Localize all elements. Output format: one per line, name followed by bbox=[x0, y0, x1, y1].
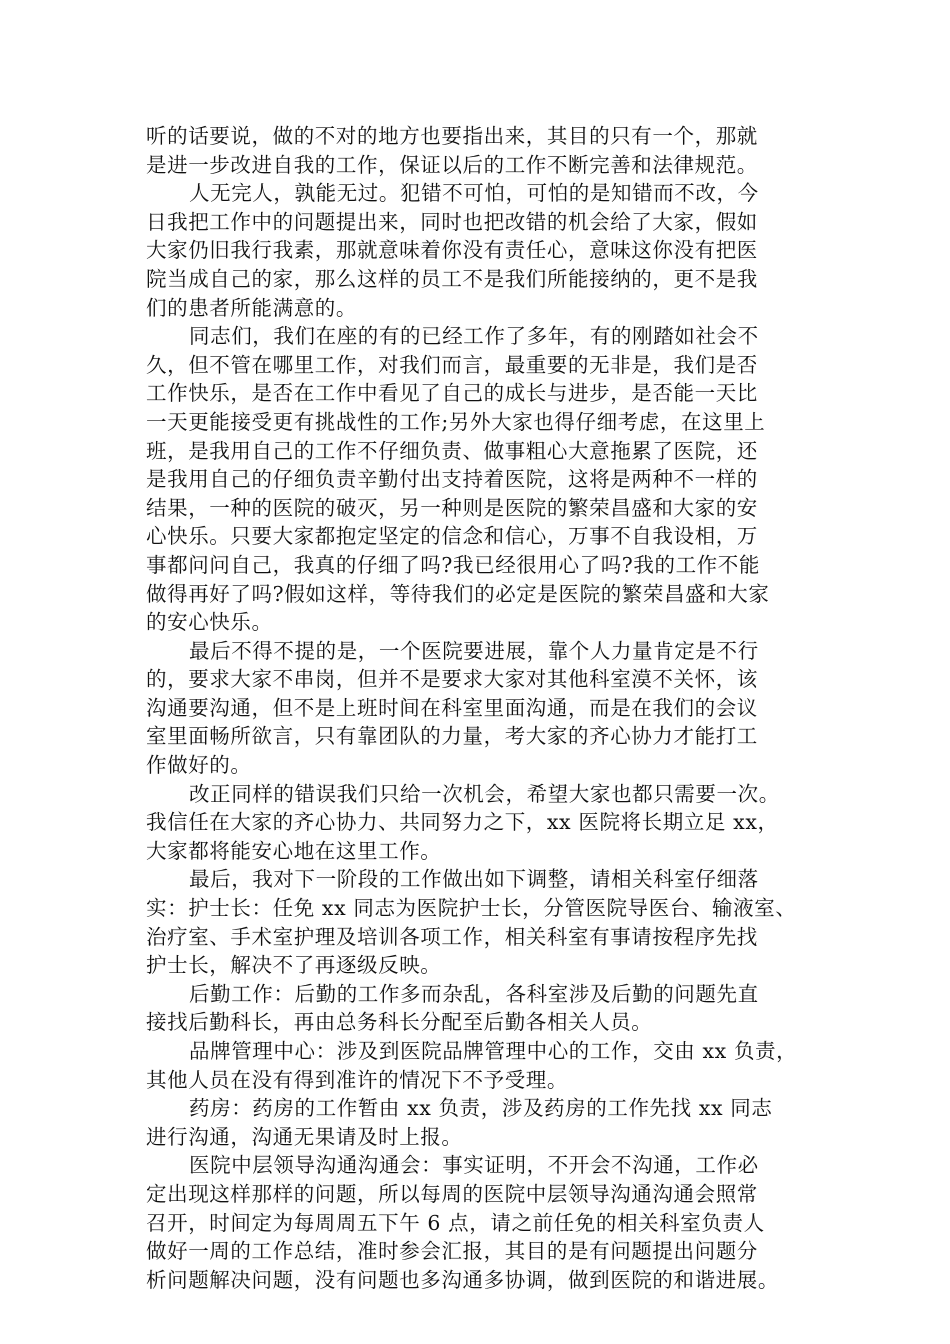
text-line: 最后，我对下一阶段的工作做出如下调整，请相关科室仔细落 bbox=[189, 867, 759, 892]
text-line: 做得再好了吗?假如这样，等待我们的必定是医院的繁荣昌盛和大家 bbox=[146, 581, 770, 606]
text-line: 最后不得不提的是，一个医院要进展，靠个人力量肯定是不行 bbox=[189, 638, 759, 663]
text-line: 是我用自己的仔细负责辛勤付出支持着医院，这将是两种不一样的 bbox=[146, 467, 758, 492]
text-line: 室里面畅所欲言，只有靠团队的力量，考大家的齐心协力才能打工 bbox=[146, 724, 758, 749]
text-line: 品牌管理中心：涉及到医院品牌管理中心的工作，交由 xx 负责， bbox=[189, 1039, 798, 1063]
text-line: 医院中层领导沟通沟通会：事实证明，不开会不沟通，工作必 bbox=[189, 1153, 759, 1178]
text-line: 院当成自己的家，那么这样的员工不是我们所能接纳的，更不是我 bbox=[146, 266, 758, 291]
text-line: 改正同样的错误我们只给一次机会，希望大家也都只需要一次。 bbox=[189, 781, 780, 806]
text-line: 药房：药房的工作暂由 xx 负责，涉及药房的工作先找 xx 同志 bbox=[189, 1096, 773, 1121]
text-line: 召开，时间定为每周周五下午 6 点，请之前任免的相关科室负责人 bbox=[146, 1210, 765, 1235]
text-line: 析问题解决问题，没有问题也多沟通多协调，做到医院的和谐进展。 bbox=[146, 1267, 779, 1292]
text-line: 结果，一种的医院的破灭，另一种则是医院的繁荣昌盛和大家的安 bbox=[146, 495, 758, 520]
text-line: 我信任在大家的齐心协力、共同努力之下，xx 医院将长期立足 xx， bbox=[146, 810, 779, 835]
text-line: 人无完人，孰能无过。犯错不可怕，可怕的是知错而不改，今 bbox=[189, 181, 759, 206]
text-line: 久，但不管在哪里工作，对我们而言，最重要的无非是，我们是否 bbox=[146, 352, 758, 377]
text-line: 大家都将能安心地在这里工作。 bbox=[146, 838, 442, 863]
text-line: 护士长，解决不了再逐级反映。 bbox=[146, 953, 442, 978]
text-line: 治疗室、手术室护理及培训各项工作，相关科室有事请按程序先找 bbox=[146, 924, 758, 949]
text-line: 接找后勤科长，再由总务科长分配至后勤各相关人员。 bbox=[146, 1010, 653, 1035]
document-body bbox=[146, 122, 804, 1294]
text-line: 沟通要沟通，但不是上班时间在科室里面沟通，而是在我们的会议 bbox=[146, 695, 758, 720]
text-line: 定出现这样那样的问题，所以每周的医院中层领导沟通沟通会照常 bbox=[146, 1181, 758, 1206]
text-line: 的，要求大家不串岗，但并不是要求大家对其他科室漠不关怀，该 bbox=[146, 667, 758, 692]
text-line: 听的话要说，做的不对的地方也要指出来，其目的只有一个，那就 bbox=[146, 124, 758, 148]
text-line: 是进一步改进自我的工作，保证以后的工作不断完善和法律规范。 bbox=[146, 152, 758, 177]
text-line: 工作快乐，是否在工作中看见了自己的成长与进步，是否能一天比 bbox=[146, 381, 758, 406]
text-line: 做好一周的工作总结，准时参会汇报，其目的是有问题提出问题分 bbox=[146, 1239, 758, 1264]
text-line: 进行沟通，沟通无果请及时上报。 bbox=[146, 1124, 463, 1149]
text-line: 其他人员在没有得到准许的情况下不予受理。 bbox=[146, 1067, 568, 1092]
text-line: 实：护士长：任免 xx 同志为医院护士长，分管医院导医台、输液室、 bbox=[146, 896, 797, 921]
text-line: 大家仍旧我行我素，那就意味着你没有责任心，意味这你没有把医 bbox=[146, 238, 758, 263]
text-line: 事都问问自己，我真的仔细了吗?我已经很用心了吗?我的工作不能 bbox=[146, 552, 760, 577]
text-line: 日我把工作中的问题提出来，同时也把改错的机会给了大家，假如 bbox=[146, 209, 758, 234]
text-line: 的安心快乐。 bbox=[146, 610, 273, 635]
text-line: 班，是我用自己的工作不仔细负责、做事粗心大意拖累了医院，还 bbox=[146, 438, 758, 463]
text-line: 一天更能接受更有挑战性的工作;另外大家也得仔细考虑，在这里上 bbox=[146, 409, 766, 434]
text-line: 们的患者所能满意的。 bbox=[146, 295, 357, 320]
text-line: 后勤工作：后勤的工作多而杂乱，各科室涉及后勤的问题先直 bbox=[189, 981, 759, 1006]
text-line: 同志们，我们在座的有的已经工作了多年，有的刚踏如社会不 bbox=[189, 324, 759, 349]
text-line: 作做好的。 bbox=[146, 753, 252, 778]
text-line: 心快乐。只要大家都抱定坚定的信念和信心，万事不自我设相，万 bbox=[146, 524, 758, 549]
